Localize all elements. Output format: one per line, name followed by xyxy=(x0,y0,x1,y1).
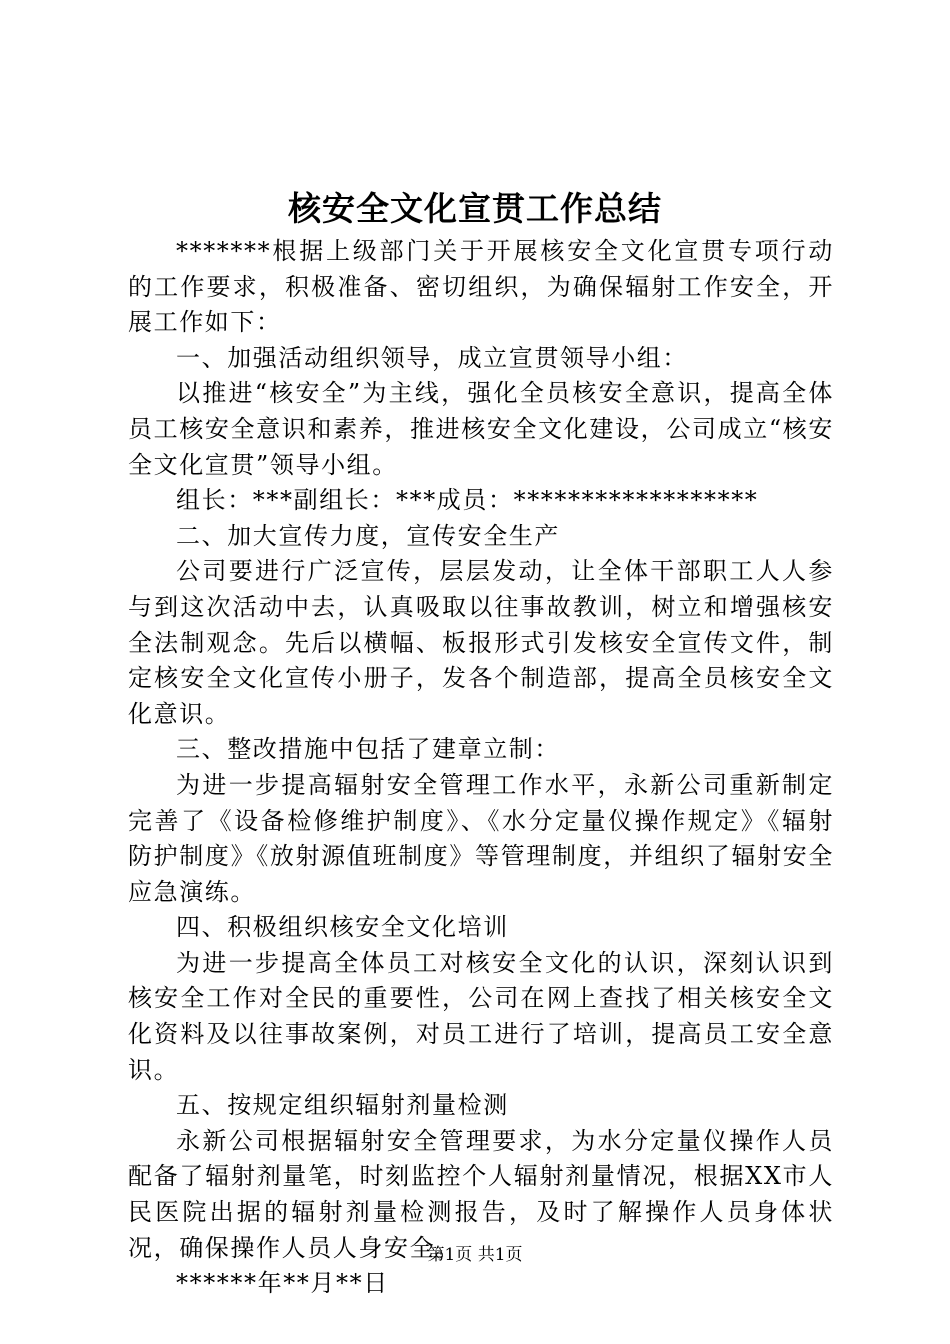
page-footer: 第1页 共1页 xyxy=(427,1245,523,1265)
document-date: ******年**月**日 xyxy=(176,1269,389,1298)
paragraph-section-2: 公司要进行广泛宣传，层层发动，让全体干部职工人人参与到这次活动中去，认真吸取以往事故教训，树立和增强核安全法制观念。先后以横幅、板报形式引发核安全宣传文件，制定核安全文化宣传小册子，发各个制造部，提高全员核安全文化意识。 xyxy=(128,557,834,728)
paragraph-team-members: 组长：***副组长：***成员：****************** xyxy=(176,486,759,515)
paragraph-section-4: 为进一步提高全体员工对核安全文化的认识，深刻认识到核安全工作对全民的重要性，公司在网上查找了相关核安全文化资料及以往事故案例，对员工进行了培训，提高员工安全意识。 xyxy=(128,948,834,1084)
section-heading-3: 三、整改措施中包括了建章立制： xyxy=(176,735,560,764)
paragraph-section-1: 以推进“核安全”为主线，强化全员核安全意识，提高全体员工核安全意识和素养，推进核安全文化建设，公司成立“核安全文化宣贯”领导小组。 xyxy=(128,379,834,479)
paragraph-intro: *******根据上级部门关于开展核安全文化宣贯专项行动的工作要求，积极准备、密切组织，为确保辐射工作安全，开展工作如下： xyxy=(128,237,834,337)
paragraph-section-5: 永新公司根据辐射安全管理要求，为水分定量仪操作人员配备了辐射剂量笔，时刻监控个人辐射剂量情况，根据XX市人民医院出据的辐射剂量检测报告，及时了解操作人员身体状况，确保操作人员人身安全。 xyxy=(128,1126,834,1262)
document-title: 核安全文化宣贯工作总结 xyxy=(288,189,662,228)
section-heading-5: 五、按规定组织辐射剂量检测 xyxy=(176,1091,509,1120)
section-heading-2: 二、加大宣传力度，宣传安全生产 xyxy=(176,521,560,550)
document-body xyxy=(128,234,834,1302)
section-heading-4: 四、积极组织核安全文化培训 xyxy=(176,913,509,942)
section-heading-1: 一、加强活动组织领导，成立宣贯领导小组： xyxy=(176,343,688,372)
paragraph-section-3: 为进一步提高辐射安全管理工作水平，永新公司重新制定完善了《设备检修维护制度》、《水分定量仪操作规定》《辐射防护制度》《放射源值班制度》等管理制度，并组织了辐射安全应急演练。 xyxy=(128,770,834,906)
